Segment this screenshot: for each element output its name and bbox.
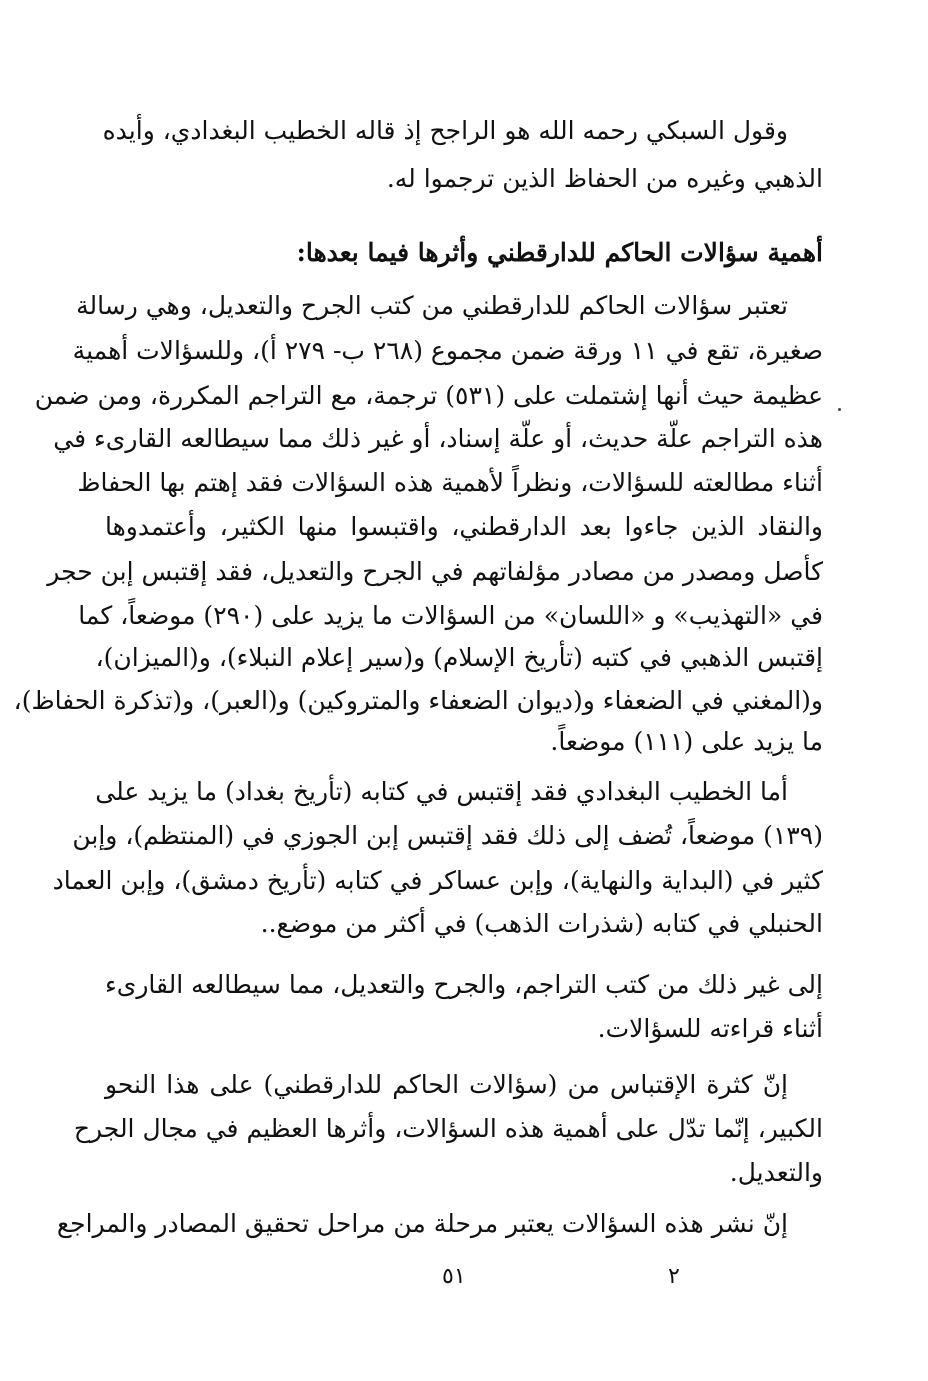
text-line: إنّ كثرة الإقتباس من (سؤالات الحاكم للدارقطني) على هذا النحو <box>105 1070 788 1099</box>
scan-speck <box>838 408 841 411</box>
text-line: الحنبلي في كتابه (شذرات الذهب) في أكثر من موضع.. <box>260 909 823 938</box>
text-line: أثناء مطالعته للسؤالات، ونظراً لأهمية هذه السؤالات فقد إهتم بها الحفاظ <box>77 468 823 497</box>
text-line: وقول السبكي رحمه الله هو الراجح إذ قاله الخطيب البغدادي، وأيده <box>102 116 788 145</box>
signature-mark: ٢ <box>668 1264 680 1289</box>
text-line: في «التهذيب» و «اللسان» من السؤالات ما يزيد على (٢٩٠) موضعاً، كما <box>78 601 823 630</box>
page-number: ٥١ <box>442 1264 466 1289</box>
text-line: والتعديل. <box>729 1158 823 1187</box>
text-line: والنقاد الذين جاءوا بعد الدارقطني، واقتبسوا منها الكثير، وأعتمدوها <box>105 512 823 541</box>
text-line: كثير في (البداية والنهاية)، وإبن عساكر في كتابه (تأريخ دمشق)، وإبن العماد <box>52 866 823 895</box>
text-line: أثناء قراءته للسؤالات. <box>597 1014 823 1043</box>
text-line: أما الخطيب البغدادي فقد إقتبس في كتابه (تأريخ بغداد) ما يزيد على <box>95 777 788 806</box>
text-line: هذه التراجم علّة حديث، أو علّة إسناد، أو غير ذلك مما سيطالعه القارىء في <box>53 424 823 453</box>
text-line: الذهبي وغيره من الحفاظ الذين ترجموا له. <box>386 164 823 193</box>
text-line: صغيرة، تقع في ١١ ورقة ضمن مجموع (٢٦٨ ب- ٢٧٩ أ)، وللسؤالات أهمية <box>72 336 823 365</box>
text-line: ما يزيد على (١١١) موضعاً. <box>550 727 823 756</box>
text-line: تعتبر سؤالات الحاكم للدارقطني من كتب الجرح والتعديل، وهي رسالة <box>76 291 788 320</box>
text-line: الكبير، إنّما تدّل على أهمية هذه السؤالات، وأثرها العظيم في مجال الجرح <box>73 1114 823 1143</box>
text-line: (١٣٩) موضعاً، تُضف إلى ذلك فقد إقتبس إبن الجوزي في (المنتظم)، وإبن <box>72 821 823 850</box>
section-heading: أهمية سؤالات الحاكم للدارقطني وأثرها فيما بعدها: <box>296 238 823 267</box>
text-line: إنّ نشر هذه السؤالات يعتبر مرحلة من مراحل تحقيق المصادر والمراجع <box>56 1209 788 1238</box>
text-line: عظيمة حيث أنها إشتملت على (٥٣١) ترجمة، مع التراجم المكررة، ومن ضمن <box>34 381 823 410</box>
text-line: إلى غير ذلك من كتب التراجم، والجرح والتعديل، مما سيطالعه القارىء <box>105 970 823 999</box>
text-line: كأصل ومصدر من مصادر مؤلفاتهم في الجرح والتعديل، فقد إقتبس إبن حجر <box>47 557 823 586</box>
text-line: إقتبس الذهبي في كتبه (تأريخ الإسلام) و(سير إعلام النبلاء)، و(الميزان)، <box>95 643 823 672</box>
text-line: و(المغني في الضعفاء و(ديوان الضعفاء والمتروكين) و(العبر)، و(تذكرة الحفاظ)، <box>13 686 823 715</box>
